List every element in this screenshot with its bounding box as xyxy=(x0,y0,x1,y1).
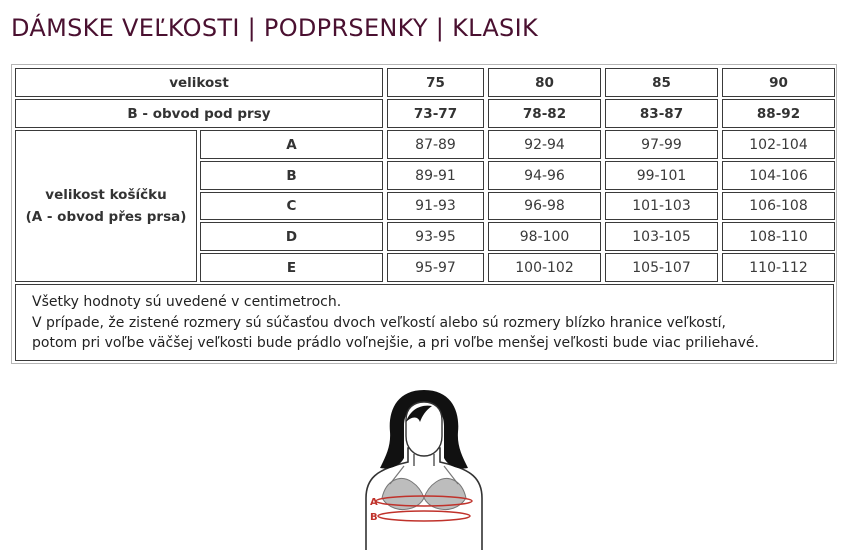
woman-bust-figure xyxy=(360,386,488,550)
cup-b-90: 104-106 xyxy=(722,161,835,190)
size-header-label: velikost xyxy=(15,68,383,97)
cup-letter-d: D xyxy=(200,222,383,251)
cup-e-80: 100-102 xyxy=(488,253,601,282)
cup-b-80: 94-96 xyxy=(488,161,601,190)
size-85: 85 xyxy=(605,68,718,97)
underbust-80: 78-82 xyxy=(488,99,601,128)
cup-letter-b: B xyxy=(200,161,383,190)
cup-d-90: 108-110 xyxy=(722,222,835,251)
cup-size-label xyxy=(15,130,197,282)
cup-size-label-line2: (A - obvod přes prsa) xyxy=(25,209,187,225)
cup-a-90: 102-104 xyxy=(722,130,835,159)
cup-c-75: 91-93 xyxy=(387,192,484,220)
underbust-90: 88-92 xyxy=(722,99,835,128)
cup-a-80: 92-94 xyxy=(488,130,601,159)
page-title: DÁMSKE VEĽKOSTI | PODPRSENKY | KLASIK xyxy=(11,14,538,42)
underbust-75: 73-77 xyxy=(387,99,484,128)
cup-d-80: 98-100 xyxy=(488,222,601,251)
underbust-label: B - obvod pod prsy xyxy=(15,99,383,128)
cup-e-85: 105-107 xyxy=(605,253,718,282)
cup-d-75: 93-95 xyxy=(387,222,484,251)
cup-letter-a: A xyxy=(200,130,383,159)
note-line-1: Všetky hodnoty sú uvedené v centimetroch. xyxy=(32,294,342,310)
cup-b-85: 99-101 xyxy=(605,161,718,190)
cup-a-85: 97-99 xyxy=(605,130,718,159)
cup-letter-e: E xyxy=(200,253,383,282)
note-line-3: potom pri voľbe väčšej veľkosti bude prádlo voľnejšie, a pri voľbe menšej veľkosti bude viac priliehavé. xyxy=(32,335,759,351)
label-a: A xyxy=(370,497,378,508)
size-75: 75 xyxy=(387,68,484,97)
cup-b-75: 89-91 xyxy=(387,161,484,190)
cup-c-90: 106-108 xyxy=(722,192,835,220)
size-table xyxy=(11,64,837,364)
cup-size-label-line1: velikost košíčku xyxy=(45,187,167,203)
cup-d-85: 103-105 xyxy=(605,222,718,251)
note-line-2: V prípade, že zistené rozmery sú súčasťou dvoch veľkostí alebo sú rozmery blízko hranice veľkostí, xyxy=(32,314,726,331)
label-b: B xyxy=(370,512,378,523)
size-80: 80 xyxy=(488,68,601,97)
cup-a-75: 87-89 xyxy=(387,130,484,159)
cup-e-75: 95-97 xyxy=(387,253,484,282)
cup-letter-c: C xyxy=(200,192,383,220)
size-note xyxy=(15,284,834,361)
cup-c-85: 101-103 xyxy=(605,192,718,220)
cup-c-80: 96-98 xyxy=(488,192,601,220)
size-90: 90 xyxy=(722,68,835,97)
cup-e-90: 110-112 xyxy=(722,253,835,282)
underbust-85: 83-87 xyxy=(605,99,718,128)
measurement-illustration xyxy=(360,386,488,550)
